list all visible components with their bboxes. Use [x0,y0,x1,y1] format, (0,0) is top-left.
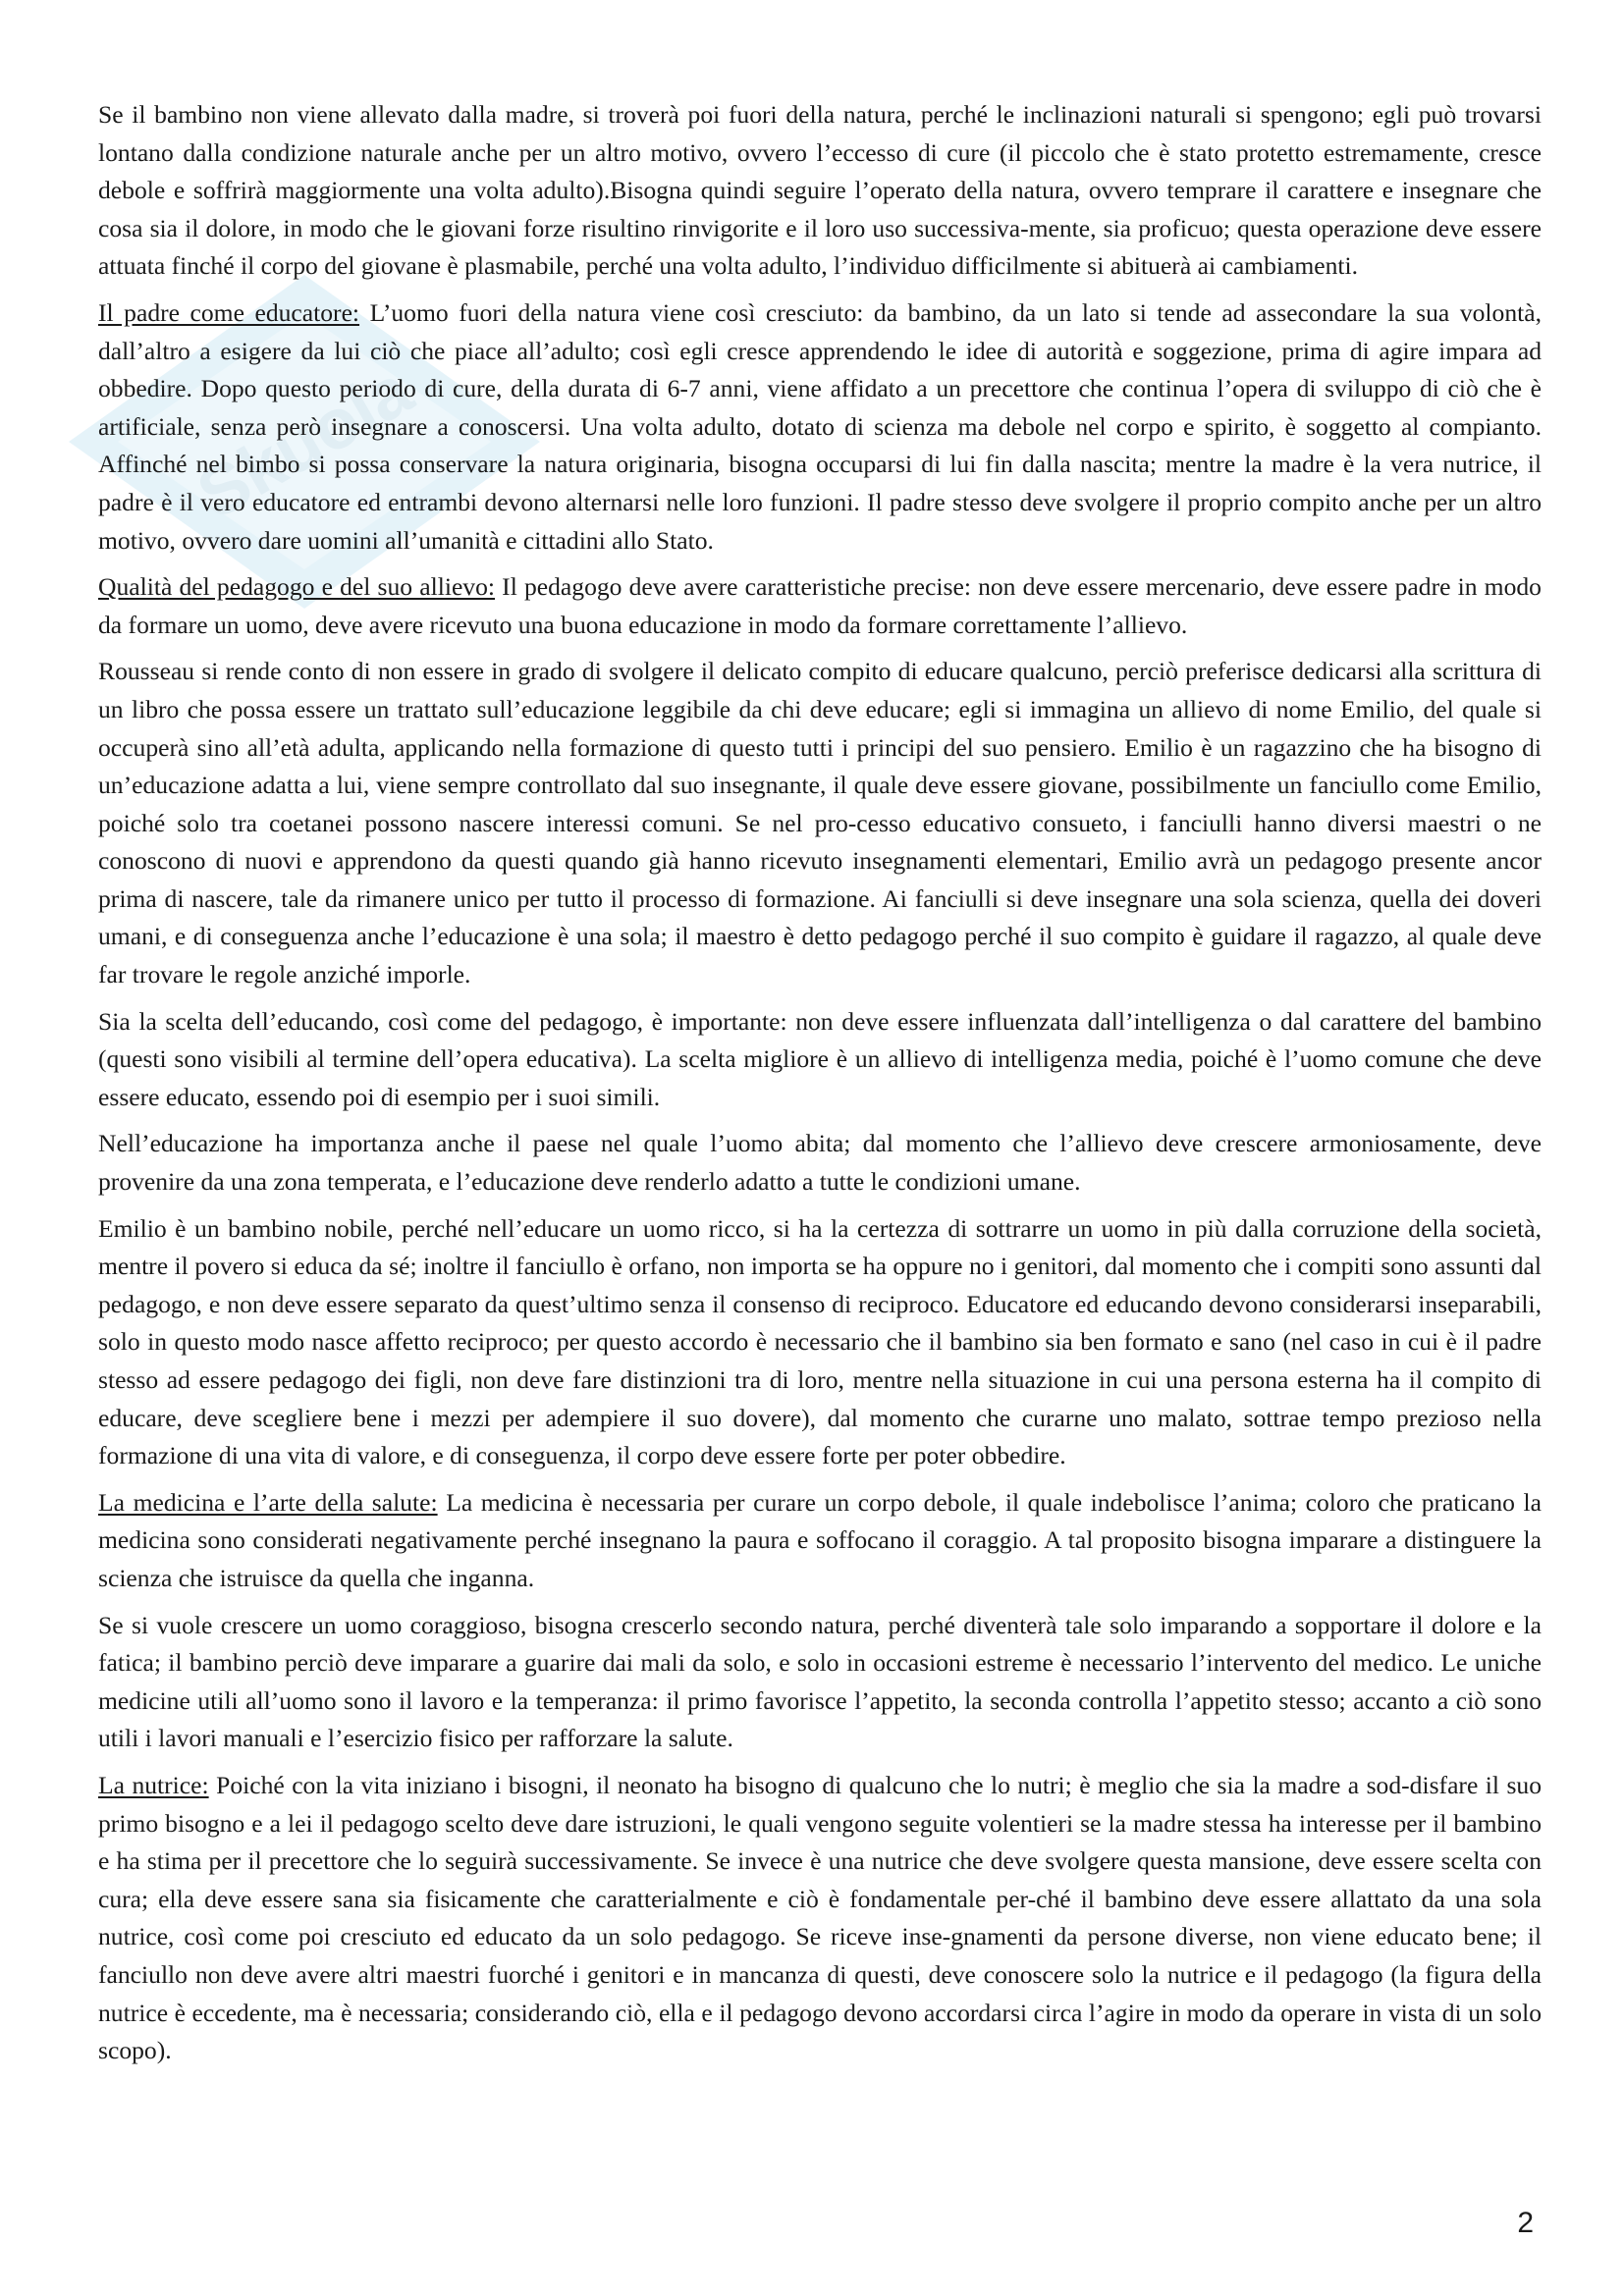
paragraph-2 [98,294,1542,560]
page-number: 2 [1517,2207,1534,2239]
paragraph-text: Emilio è un bambino nobile, perché nell’educare un uomo ricco, si ha la certezza di sottrarre un uomo in più dalla corruzione della società, mentre il povero si educa da sé; inoltre il fanciullo è orfano, non importa se ha oppure no i genitori, dal momento che i compiti sono assunti dal pedagogo, e non deve essere separato da quest’ultimo senza il consenso di reciproco. Educatore ed educando devono considerarsi inseparabili, solo in questo modo nasce affetto reciproco; per questo accordo è necessario che il bambino sia ben formato e sano (nel caso in cui è il padre stesso ad essere pedagogo dei figli, non deve fare distinzioni tra di loro, mentre nella situazione in cui una persona esterna ha il compito di educare, deve scegliere bene i mezzi per adempiere il suo dovere), dal momento che curarne uno malato, sottrae tempo prezioso nella formazione di una vita di valore, e di conseguenza, il corpo deve essere forte per poter obbedire. [98,1213,1542,1470]
paragraph-3 [98,568,1542,644]
paragraph-text: La medicina è necessaria per curare un corpo debole, il quale indebolisce l’anima; coloro che praticano la medicina sono considerati negativamente perché insegnano la paura e soffocano il coraggio. A tal proposito bisogna imparare a distinguere la scienza che istruisce da quella che inganna. [98,1487,1542,1592]
paragraph-1 [98,96,1542,286]
paragraph-heading: Qualità del pedagogo e del suo allievo: [98,572,496,602]
paragraph-7 [98,1210,1542,1475]
paragraph-text: Nell’educazione ha importanza anche il paese nel quale l’uomo abita; dal momento che l’allievo deve crescere armoniosamente, deve provenire da una zona temperata, e l’educazione deve renderlo adatto a tutte le condizioni umane. [98,1129,1542,1197]
paragraph-text: Il pedagogo deve avere caratteristiche precise: non deve essere mercenario, deve essere padre in modo da formare un uomo, deve avere ricevuto una buona educazione in modo da formare correttamente l’allievo. [98,572,1542,639]
paragraph-8 [98,1484,1542,1598]
paragraph-text: Poiché con la vita iniziano i bisogni, il neonato ha bisogno di qualcuno che lo nutri; è meglio che sia la madre a sod-disfare il suo primo bisogno e a lei il pedagogo scelto deve dare istruzioni, le quali vengono seguite volentieri se la madre stessa ha interesse per il bambino e ha stima per il precettore che lo seguirà successivamente. Se invece è una nutrice che deve svolgere questa mansione, deve essere scelta con cura; ella deve essere sana sia fisicamente che caratterialmente e ciò è fondamentale per-ché il bambino deve essere allattato da una sola nutrice, così come poi cresciuto ed educato da un solo pedagogo. Se riceve inse-gnamenti da persone diverse, non viene educato bene; il fanciullo non deve avere altri maestri fuorché i genitori e in mancanza di questi, deve conoscere solo la nutrice e il pedagogo (la figura della nutrice è eccedente, ma è necessaria; considerando ciò, ella e il pedagogo devono accordarsi circa l’agire in modo da operare in vista di un solo scopo). [98,1770,1542,2065]
paragraph-10 [98,1767,1542,2070]
paragraph-4 [98,653,1542,993]
paragraph-text: Se il bambino non viene allevato dalla madre, si troverà poi fuori della natura, perché le inclinazioni naturali si spengono; egli può trovarsi lontano dalla condizione naturale anche per un altro motivo, ovvero l’eccesso di cure (il piccolo che è stato protetto estremamente, cresce debole e soffrirà maggiormente una volta adulto).Bisogna quindi seguire l’operato della natura, ovvero temprare il carattere e insegnare che cosa sia il dolore, in modo che le giovani forze risultino rinvigorite e il loro uso successiva-mente, sia proficuo; questa operazione deve essere attuata finché il corpo del giovane è plasmabile, perché una volta adulto, l’individuo difficilmente si abituerà ai cambiamenti. [98,100,1542,281]
paragraph-5 [98,1003,1542,1117]
paragraph-heading: La nutrice: [98,1770,209,1799]
paragraph-9 [98,1607,1542,1758]
paragraph-heading: Il padre come educatore: [98,297,360,327]
paragraph-text: Rousseau si rende conto di non essere in grado di svolgere il delicato compito di educare qualcuno, perciò preferisce dedicarsi alla scrittura di un libro che possa essere un trattato sull’educazione leggibile da chi deve educare; egli si immagina un allievo di nome Emilio, del quale si occuperà sino all’età adulta, applicando nella formazione di questo tutti i principi del suo pensiero. Emilio è un ragazzino che ha bisogno di un’educazione adatta a lui, viene sempre controllato dal suo insegnante, il quale deve essere giovane, possibilmente un fanciullo come Emilio, poiché solo tra coetanei possono nascere interessi comuni. Se nel pro-cesso educativo consueto, i fanciulli hanno diversi maestri o ne conoscono di nuovi e apprendono da questi quando già hanno ricevuto insegnamenti elementari, Emilio avrà un pedagogo presente ancor prima di nascere, tale da rimanere unico per tutto il processo di formazione. Ai fanciulli si deve insegnare una sola scienza, quella dei doveri umani, e di conseguenza anche l’educazione è una sola; il maestro è detto pedagogo perché il suo compito è guidare il ragazzo, al quale deve far trovare le regole anziché imporle. [98,657,1542,989]
paragraph-text: Sia la scelta dell’educando, così come del pedagogo, è importante: non deve essere influenzata dall’intelligenza o dal carattere del bambino (questi sono visibili al termine dell’opera educativa). La scelta migliore è un allievo di intelligenza media, poiché è l’uomo comune che deve essere educato, essendo poi di esempio per i suoi simili. [98,1006,1542,1111]
watermark-text: Skuola [185,350,425,535]
document-body [98,96,1542,2079]
paragraph-text: L’uomo fuori della natura viene così cresciuto: da bambino, da un lato si tende ad assecondare la sua volontà, dall’altro a esigere da lui ciò che piace all’adulto; così egli cresce apprendendo le idee di autorità e soggezione, prima di agire impara ad obbedire. Dopo questo periodo di cure, della durata di 6-7 anni, viene affidato a un precettore che continua l’opera di sviluppo di ciò che è artificiale, senza però insegnare a conoscersi. Una volta adulto, dotato di scienza ma debole nel corpo e spirito, è soggetto al compianto. Affinché nel bimbo si possa conservare la natura originaria, bisogna occuparsi di lui fin dalla nascita; mentre la madre è la vera nutrice, il padre è il vero educatore ed entrambi devono alternarsi nelle loro funzioni. Il padre stesso deve svolgere il proprio compito anche per un altro motivo, ovvero dare uomini all’umanità e cittadini allo Stato. [98,297,1542,555]
paragraph-text: Se si vuole crescere un uomo coraggioso, bisogna crescerlo secondo natura, perché diventerà tale solo imparando a sopportare il dolore e la fatica; il bambino perciò deve imparare a guarire dai mali da solo, e solo in occasioni estreme è necessario l’intervento del medico. Le uniche medicine utili all’uomo sono il lavoro e la temperanza: il primo favorisce l’appetito, la seconda controlla l’appetito stesso; accanto a ciò sono utili i lavori manuali e l’esercizio fisico per rafforzare la salute. [98,1610,1542,1753]
paragraph-6 [98,1125,1542,1201]
paragraph-heading: La medicina e l’arte della salute: [98,1487,438,1517]
